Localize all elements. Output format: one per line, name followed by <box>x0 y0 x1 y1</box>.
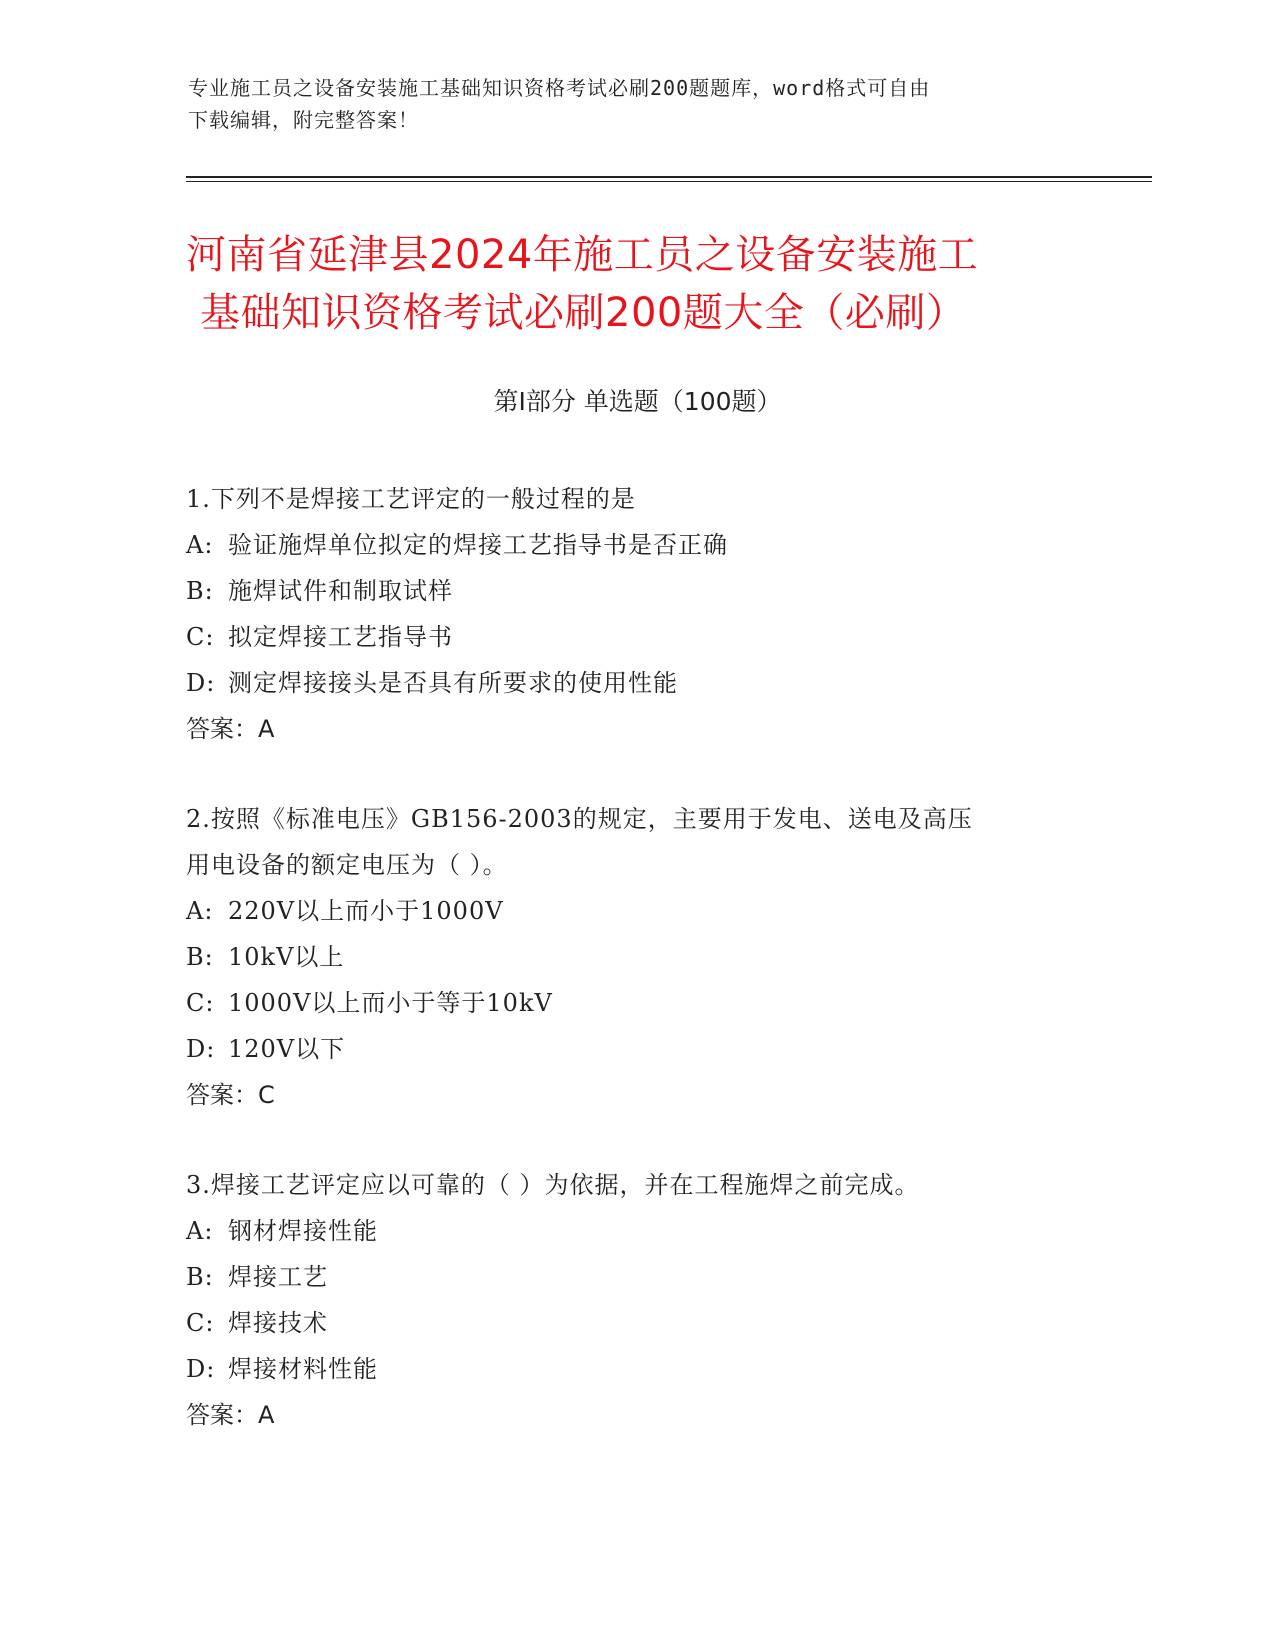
option-d <box>186 660 1086 706</box>
option-b <box>186 934 1086 980</box>
header-rule-thick <box>186 176 1152 178</box>
option-b <box>186 1254 1086 1300</box>
option-text: 1000V以上而小于等于10kV <box>228 989 553 1017</box>
question-stem-line-2: 用电设备的额定电压为（ ）。 <box>186 851 508 879</box>
option-text: 焊接材料性能 <box>228 1355 378 1383</box>
option-key: C: <box>186 623 215 651</box>
option-key: B: <box>186 577 214 605</box>
option-key: B: <box>186 943 214 971</box>
option-text: 220V以上而小于1000V <box>228 897 504 925</box>
option-text: 10kV以上 <box>228 943 345 971</box>
question-2 <box>186 796 1086 1118</box>
header-note-line-2: 下载编辑，附完整答案！ <box>188 108 419 132</box>
question-3 <box>186 1162 1086 1438</box>
option-a <box>186 522 1086 568</box>
option-d <box>186 1026 1086 1072</box>
option-a <box>186 1208 1086 1254</box>
option-key: A: <box>186 897 214 925</box>
option-c <box>186 1300 1086 1346</box>
option-key: A: <box>186 1217 214 1245</box>
option-c <box>186 980 1086 1026</box>
answer: 答案：A <box>186 1401 275 1429</box>
document-title-line-1: 河南省延津县2024年施工员之设备安装施工 <box>186 232 979 278</box>
option-text: 拟定焊接工艺指导书 <box>228 623 453 651</box>
option-key: A: <box>186 531 214 559</box>
option-d <box>186 1346 1086 1392</box>
option-text: 施焊试件和制取试样 <box>228 577 453 605</box>
document-title-line-2: 基础知识资格考试必刷200题大全（必刷） <box>200 290 967 336</box>
option-text: 焊接技术 <box>228 1309 328 1337</box>
option-c <box>186 614 1086 660</box>
section-title: 第Ⅰ部分 单选题（100题） <box>493 387 782 416</box>
option-key: D: <box>186 1035 216 1063</box>
option-key: D: <box>186 1355 216 1383</box>
option-text: 测定焊接接头是否具有所要求的使用性能 <box>228 669 678 697</box>
option-text: 120V以下 <box>228 1035 346 1063</box>
answer: 答案：C <box>186 1081 275 1109</box>
answer: 答案：A <box>186 715 275 743</box>
header-note <box>188 72 1068 136</box>
option-key: B: <box>186 1263 214 1291</box>
option-a <box>186 888 1086 934</box>
option-b <box>186 568 1086 614</box>
document-title <box>186 226 1086 342</box>
option-key: C: <box>186 1309 215 1337</box>
option-text: 钢材焊接性能 <box>228 1217 378 1245</box>
question-list <box>186 476 1086 1482</box>
option-text: 焊接工艺 <box>228 1263 328 1291</box>
question-stem: 3.焊接工艺评定应以可靠的（ ）为依据，并在工程施焊之前完成。 <box>186 1171 920 1199</box>
header-note-line-1: 专业施工员之设备安装施工基础知识资格考试必刷200题题库，word格式可自由 <box>188 76 931 100</box>
header-rule-thin <box>186 181 1152 182</box>
question-1 <box>186 476 1086 752</box>
option-key: C: <box>186 989 215 1017</box>
question-stem-line-1: 2.按照《标准电压》GB156-2003的规定，主要用于发电、送电及高压 <box>186 805 973 833</box>
option-text: 验证施焊单位拟定的焊接工艺指导书是否正确 <box>228 531 728 559</box>
option-key: D: <box>186 669 216 697</box>
question-stem: 1.下列不是焊接工艺评定的一般过程的是 <box>186 485 636 513</box>
